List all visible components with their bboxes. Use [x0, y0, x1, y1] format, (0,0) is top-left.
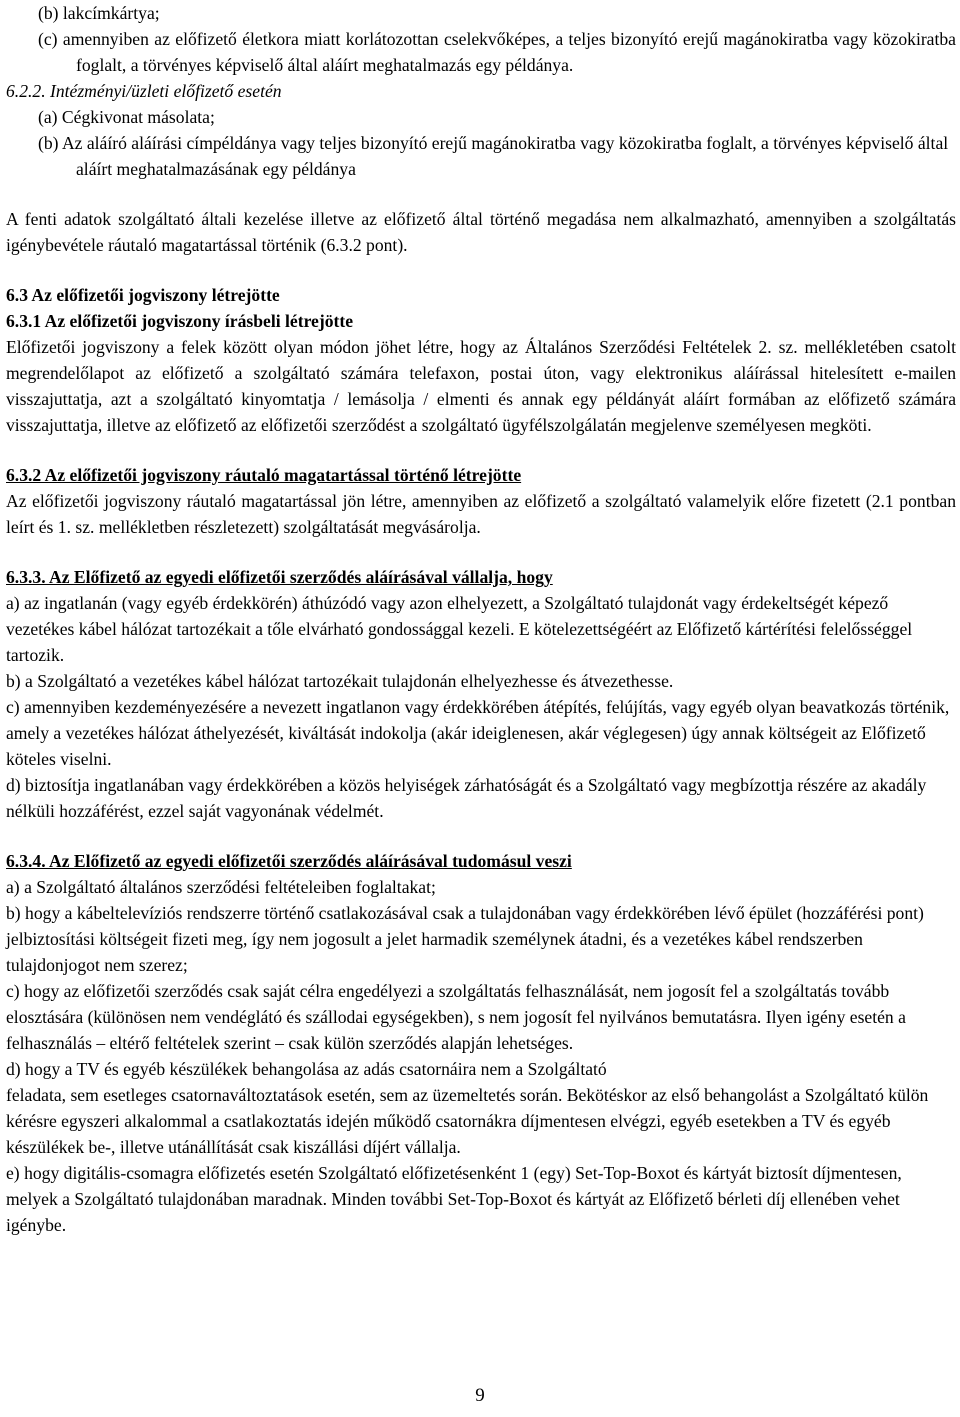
s634-item-b: b) hogy a kábeltelevíziós rendszerre történő csatlakozásával csak a tulajdonában vagy érdekkörében lévő épület (hozzáférési pont) jelbiztosítási költségeit fizeti meg, így nem jogosult a jelet harmadik személynek átadni, és a vezetékes kábel rendszerben tulajdonjogot nem szerez; [6, 903, 924, 975]
section-6-3-4-heading: 6.3.4. Az Előfizető az egyedi előfizetői szerződés aláírásával tudomásul veszi [6, 851, 572, 871]
s633-item-d: d) biztosítja ingatlanában vagy érdekkörében a közös helyiségek zárhatóságát és a Szolgáltató vagy megbízottja részére az akadály nélküli hozzáférést, ezzel saját vagyonának védelmét. [6, 775, 927, 821]
s634-item-a: a) a Szolgáltató általános szerződési feltételeiben foglaltakat; [6, 877, 436, 897]
section-6-3-1-text: Előfizetői jogviszony a felek között olyan módon jöhet létre, hogy az Általános Szerződési Feltételek 2. sz. mellékletében csatolt megrendelőlapot az előfizető a szolgáltató számára telefaxon, postai úton, vagy elektronikus aláírással hitelesített e-mailen visszajuttatja, azt a szolgáltató kinyomtatja / lemásolja / elmenti és annak egy példányát aláírt formában az előfizető számára visszajuttatja, illetve az előfizető az előfizetői szerződést a szolgáltató ügyfélszolgálatán megjelenve személyesen megköti. [6, 337, 956, 435]
s634-item-d-rest: feladata, sem esetleges csatornaváltoztatások esetén, sem az üzemeltetés során. Bekötéskor az első behangolást a Szolgáltató külön kérésre egyszeri alkalommal a csatlakoztatás idején működő csatornákra díjmentesen elvégzi, egyéb esetekben a TV és egyéb készülékek be-, illetve utánállítását csak kiszállási díjért vállalja. [6, 1085, 929, 1157]
section-6-3-2-text: Az előfizetői jogviszony ráutaló magatartással jön létre, amennyiben az előfizető a szolgáltató valamelyik előre fizetett (2.1 pontban leírt és 1. sz. mellékletben részletezett) szolgáltatását megvásárolja. [6, 491, 956, 537]
s634-item-c: c) hogy az előfizetői szerződés csak saját célra engedélyezi a szolgáltatás felhasználását, nem jogosít fel a szolgáltatás tovább elosztására (különösen nem vendéglátó és szállodai egységekben), s nem jogosít fel nyilvános bemutatásra. Ilyen igény esetén a felhasználás – eltérő feltételek szerint – csak külön szerződés alapján lehetséges. [6, 981, 906, 1053]
s634-item-d-line1: d) hogy a TV és egyéb készülékek behangolása az adás csatornáira nem a Szolgáltató [6, 1059, 607, 1079]
s633-item-b: b) a Szolgáltató a vezetékes kábel hálózat tartozékait tulajdonán elhelyezhesse és átvezethesse. [6, 671, 674, 691]
page-number: 9 [475, 1385, 485, 1406]
s634-item-e: e) hogy digitális-csomagra előfizetés esetén Szolgáltató előfizetésenként 1 (egy) Set-Top-Boxot és kártyát biztosít díjmentesen, melyek a Szolgáltató tulajdonában maradnak. Minden további Set-Top-Boxot és kártyát az Előfizető bérleti díj ellenében vehet igénybe. [6, 1163, 902, 1235]
section-6-2-2-heading: 6.2.2. Intézményi/üzleti előfizető esetén [6, 81, 282, 101]
section-6-3-heading: 6.3 Az előfizetői jogviszony létrejötte [6, 285, 280, 305]
document-page [6, 0, 956, 1238]
list-item-c-meghatalmazas: (c) amennyiben az előfizető életkora miatt korlátozottan cselekvőképes, a teljes bizonyító erejű magánokiratba vagy közokiratba foglalt, a törvényes képviselő által aláírt meghatalmazás egy példánya. [38, 29, 956, 75]
s633-item-a: a) az ingatlanán (vagy egyéb érdekkörén) áthúzódó vagy azon elhelyezett, a Szolgáltató tulajdonát vagy érdekeltségét képező vezetékes kábel hálózat tartozékait a tőle elvárható gondossággal kezeli. E kötelezettségéért az Előfizető kártérítési felelősséggel tartozik. [6, 593, 913, 665]
section-6-3-3-heading: 6.3.3. Az Előfizető az egyedi előfizetői szerződés aláírásával vállalja, hogy [6, 567, 553, 587]
note-paragraph: A fenti adatok szolgáltató általi kezelése illetve az előfizető által történő megadása nem alkalmazható, amennyiben a szolgáltatás igénybevétele ráutaló magatartással történik (6.3.2 pont). [6, 209, 956, 255]
s622-item-a: (a) Cégkivonat másolata; [38, 107, 215, 127]
s633-item-c: c) amennyiben kezdeményezésére a nevezett ingatlanon vagy érdekkörében átépítés, felújítás, vagy egyéb olyan beavatkozás történik, amely a vezetékes hálózat áthelyezését, kiváltását indokolja (akár ideiglenesen, akár véglegesen) úgy annak költségeit az Előfizető köteles viselni. [6, 697, 950, 769]
s622-item-b: (b) Az aláíró aláírási címpéldánya vagy teljes bizonyító erejű magánokiratba vagy közokiratba foglalt, a törvényes képviselő által aláírt meghatalmazásának egy példánya [38, 133, 949, 179]
section-6-3-1-heading: 6.3.1 Az előfizetői jogviszony írásbeli létrejötte [6, 311, 354, 331]
list-item-b-lakcimkartya: (b) lakcímkártya; [38, 3, 160, 23]
section-6-3-2-heading: 6.3.2 Az előfizetői jogviszony ráutaló magatartással történő létrejötte [6, 465, 522, 485]
